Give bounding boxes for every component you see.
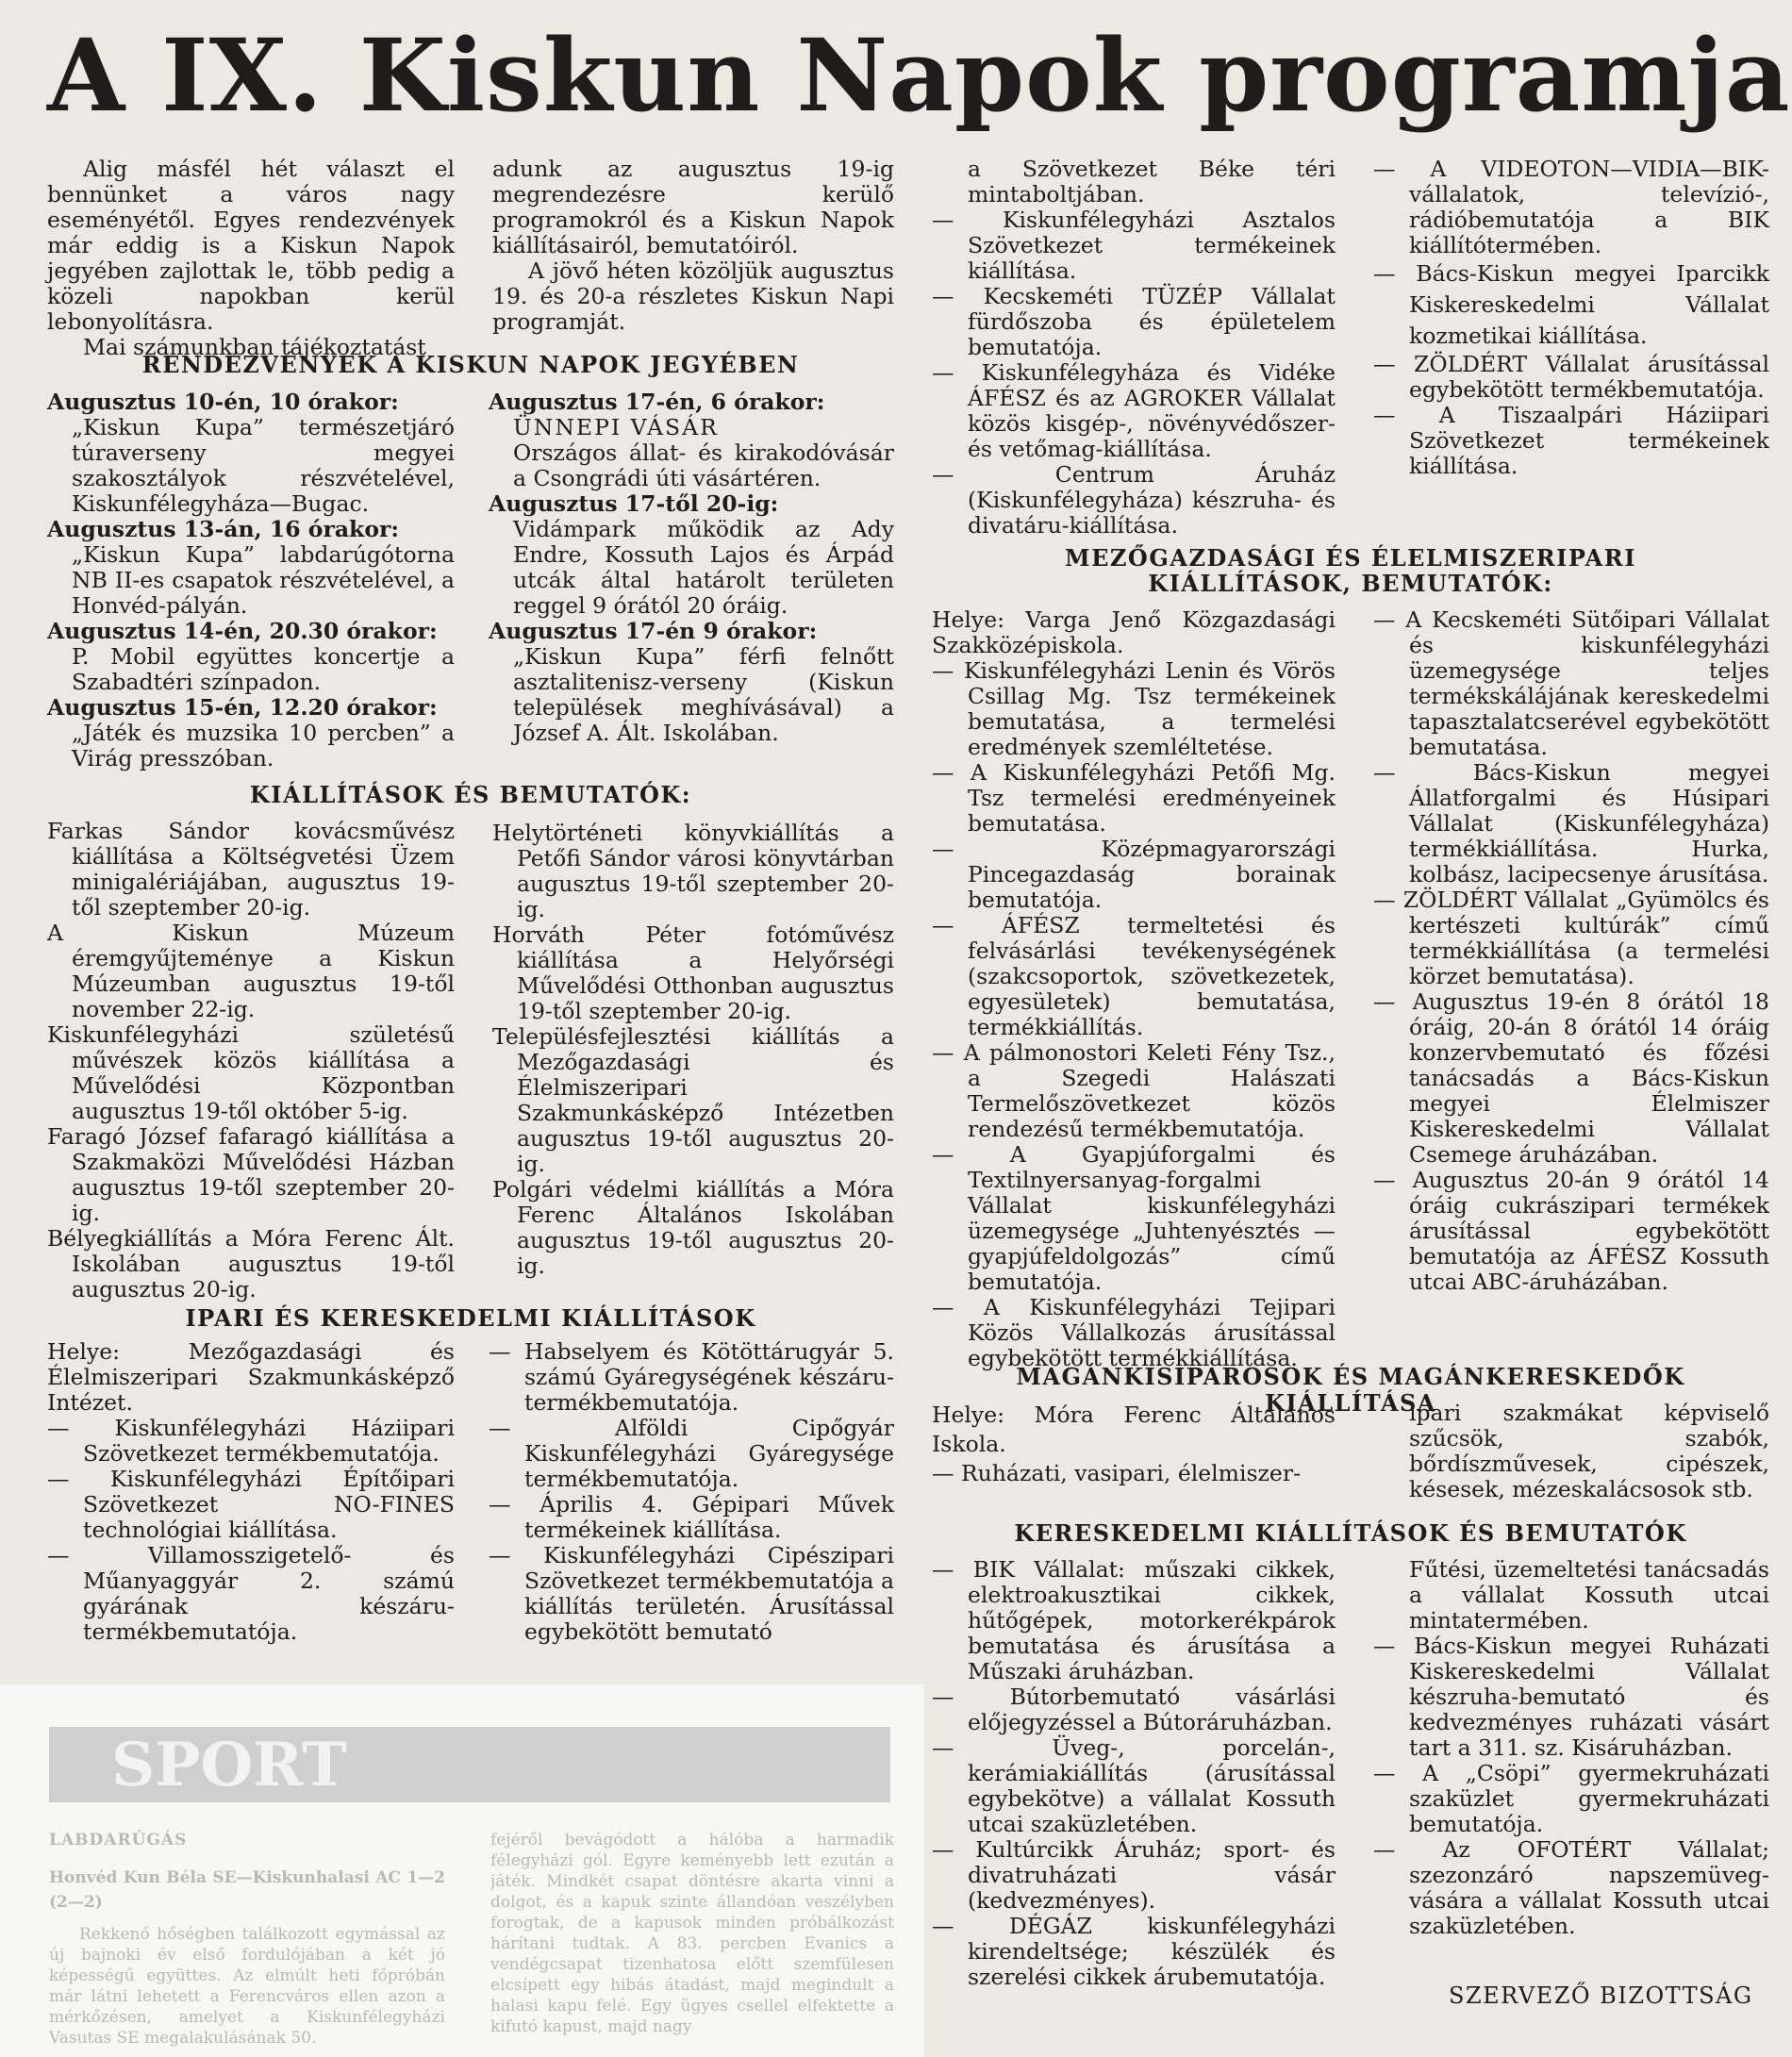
intro-paragraph: Mai számunkban tájékoztatást	[83, 334, 426, 360]
intro-paragraph: adunk az augusztus 19-ig megrendezésre kerülő programokról és a Kiskun Napok kiállításairól, bemutatóiról.	[492, 156, 894, 258]
industrial-item: — Kiskunfélegyházi Cipészipari Szövetkezet termékbemutatója a kiállítás területén. Árusítással egybekötött bemutató	[489, 1542, 894, 1645]
agri-item: — A Kecskeméti Sütőipari Vállalat és kiskunfélegyházi üzemegysége teljes termékskálájának kereskedelmi tapasztalatcserével egybekötött bemutatása.	[1373, 606, 1769, 760]
exhibit-item: Polgári védelmi kiállítás a Móra Ferenc Általános Iskolában augusztus 19-től augusztus 20-ig.	[492, 1176, 894, 1279]
agri-item: — A Kiskunfélegyházi Petőfi Mg. Tsz termelési eredményeinek bemutatása.	[932, 759, 1336, 837]
agri-item: — ÁFÉSZ termeltetési és felvásárlási tevékenységének (szakcsoportok, szövetkezetek, egyesületek) bemutatása, termékkiállítás.	[932, 912, 1336, 1040]
event-date: Augusztus 15-én, 12.20 órakor:	[47, 694, 438, 721]
magankisiparosok-right	[1409, 1401, 1769, 1502]
event-text: Vidámpark működik az Ady Endre, Kossuth Lajos és Árpád utcák által határolt területen reggel 9 órától 20 óráig.	[513, 516, 894, 619]
exhibit-item: Bélyegkiállítás a Móra Ferenc Ált. Iskolában augusztus 19-től augusztus 20-ig.	[47, 1225, 455, 1302]
exhibit-item: Horváth Péter fotóművész kiállítása a Helyőrségi Művelődési Otthonban augusztus 19-től szeptember 20-ig.	[492, 921, 894, 1024]
event-date: Augusztus 10-én, 10 órakor:	[47, 389, 399, 415]
headline: A IX. Kiskun Napok programja	[47, 16, 1791, 134]
intro-paragraph: A jövő héten közöljük augusztus 19. és 20-a részletes Kiskun Napi programját.	[492, 257, 894, 335]
agri-item: — ZÖLDÉRT Vállalat „Gyümölcs és kertészeti kultúrák” című termékkiállítása (a termelési körzet bemutatása).	[1373, 887, 1769, 989]
agri-item: — Bács-Kiskun megyei Állatforgalmi és Húsipari Vállalat (Kiskunfélegyháza) termékkiállítása. Hurka, kolbász, lacipecsenye árusítása.	[1373, 759, 1769, 887]
event-date: Augusztus 13-án, 16 órakor:	[47, 516, 400, 542]
ipari-right	[489, 1339, 894, 1645]
agri-item: — A pálmonostori Keleti Fény Tsz., a Szegedi Halászati Termelőszövetkezet közös rendezésű termékbemutatója.	[932, 1039, 1336, 1142]
events-left	[47, 390, 455, 771]
ipari-col-3	[932, 157, 1336, 539]
mezogazdasagi-right	[1373, 607, 1769, 1295]
kereskedelmi-right	[1373, 1557, 1769, 1939]
exhibit-item: Helytörténeti könyvkiállítás a Petőfi Sándor városi könyvtárban augusztus 19-től szeptember 20-ig.	[492, 820, 894, 922]
agri-item: — Augusztus 20-án 9 órától 14 óráig cukrászipari termékek árusítással egybekötött bemutatója az ÁFÉSZ Kossuth utcai ABC-áruházában.	[1373, 1167, 1769, 1295]
event-text: „Kiskun Kupa” labdarúgótorna NB II-es csapatok részvételével, a Honvéd-pályán.	[72, 541, 455, 619]
event-date: Augusztus 17-én, 6 órakor:	[489, 389, 825, 415]
sport-section-label: LABDARÚGÁS	[49, 1831, 188, 1850]
industrial-item: — Április 4. Gépipari Művek termékeinek kiállítása.	[489, 1491, 894, 1543]
heading-kiallitasok: KIÁLLÍTÁSOK ÉS BEMUTATÓK:	[249, 781, 692, 808]
kiallitasok-right	[492, 821, 894, 1279]
agri-item: — Középmagyarországi Pincegazdaság borainak bemutatója.	[932, 836, 1336, 913]
magankisiparosok-left	[932, 1401, 1336, 1488]
trade-item: Fűtési, üzemeltetési tanácsadás a vállalat Kossuth utcai mintatermében.	[1409, 1556, 1769, 1634]
industrial-item: — Kiskunfélegyházi Háziipari Szövetkezet termékbemutatója.	[47, 1415, 455, 1467]
industrial-item: — Kecskeméti TÜZÉP Vállalat fürdőszoba és épületelem bemutatója.	[932, 283, 1336, 360]
private-location: Helye: Móra Ferenc Általános Iskola.	[932, 1402, 1336, 1457]
heading-mezogazdasagi-2: KIÁLLÍTÁSOK, BEMUTATÓK:	[1148, 570, 1553, 597]
events-right	[489, 390, 894, 746]
trade-item: — Bács-Kiskun megyei Ruházati Kiskereskedelmi Vállalat készruha-bemutató és kedvezményes ruházati vásárt tart a 311. sz. Kisáruházban.	[1373, 1633, 1769, 1761]
heading-magankisiparosok: MAGÁNKISIPAROSOK ÉS MAGÁNKERESKEDŐK KIÁLLÍTÁSA	[1016, 1363, 1685, 1417]
trade-item: — Kultúrcikk Áruház; sport- és divatruházati vásár (kedvezményes).	[932, 1836, 1336, 1914]
mezogazdasagi-left	[932, 607, 1336, 1371]
sport-text-left: Rekkenő hőségben találkozott egymással az új bajnoki év első fordulójában a két jó képességű együttes. Az elmúlt heti főpróbán már látni lehetett a Ferencváros ellen azon a mérkőzésen, amelyet a Kiskunfélegyházi Vasutas SE megalakulásának 50.	[49, 1925, 445, 2048]
industrial-item: — Bács-Kiskun megyei Iparcikk Kiskereskedelmi Vállalat kozmetikai kiállítása.	[1373, 260, 1769, 349]
event-text: ÜNNEPI VÁSÁR	[513, 414, 719, 440]
kereskedelmi-left	[932, 1557, 1336, 1990]
industrial-item: a Szövetkezet Béke téri mintaboltjában.	[968, 156, 1336, 207]
heading-rendezvenyek: RENDEZVÉNYEK A KISKUN NAPOK JEGYÉBEN	[141, 351, 800, 378]
sport-match-title: Honvéd Kun Béla SE—Kiskunhalasi AC 1—2 (2—2)	[49, 1868, 445, 1912]
event-date: Augusztus 17-én 9 órakor:	[489, 618, 818, 644]
intro-paragraph: Alig másfél hét választ el bennünket a város nagy eseményétől. Egyes rendezvények már eddig is a Kiskun Napok jegyében zajlottak le, több pedig a közeli napokban kerül lebonyolításra.	[47, 156, 455, 335]
trade-item: — BIK Vállalat: műszaki cikkek, elektroakusztikai cikkek, hűtőgépek, motorkerékpárok bemutatása és árusítása a Műszaki áruházban.	[932, 1556, 1336, 1684]
exhibit-item: Faragó József fafaragó kiállítása a Szakmaközi Művelődési Házban augusztus 19-től szeptember 20-ig.	[47, 1123, 455, 1226]
exhibit-item: A Kiskun Múzeum éremgyűjteménye a Kiskun Múzeumban augusztus 19-től november 22-ig.	[47, 920, 455, 1022]
trade-item: — DÉGÁZ kiskunfélegyházi kirendeltsége; készülék és szerelési cikkek árubemutatója.	[932, 1913, 1336, 1990]
sport-title: SPORT	[111, 1730, 347, 1800]
trade-item: — A „Csöpi” gyermekruházati szaküzlet gyermekruházati bemutatója.	[1373, 1760, 1769, 1837]
agri-item: — A Kiskunfélegyházi Tejipari Közös Vállalkozás árusítással egybekötött termékkiállítása.	[932, 1294, 1336, 1371]
industrial-item: — Kiskunfélegyházi Építőipari Szövetkezet NO-FINES technológiai kiállítása.	[47, 1466, 455, 1543]
event-text: „Játék és muzsika 10 percben” a Virág presszóban.	[72, 720, 455, 771]
heading-ipari: IPARI ÉS KERESKEDELMI KIÁLLÍTÁSOK	[185, 1304, 756, 1332]
industrial-item: — Kiskunfélegyháza és Vidéke ÁFÉSZ és az AGROKER Vállalat közös kisgép-, növényvédőszer- és vetőmag-kiállítása.	[932, 359, 1336, 462]
heading-mezogazdasagi: MEZŐGAZDASÁGI ÉS ÉLELMISZERIPARI	[1065, 544, 1636, 572]
ipari-left	[47, 1339, 455, 1645]
industrial-item: — Centrum Áruház (Kiskunfélegyháza) készruha- és divatáru-kiállítása.	[932, 461, 1336, 539]
signature: SZERVEZŐ BIZOTTSÁG	[1449, 1982, 1753, 2009]
agri-item: — Augusztus 19-én 8 órától 18 óráig, 20-án 8 órától 14 óráig konzervbemutató és főzési tanácsadás a Bács-Kiskun megyei Élelmiszer Kiskereskedelmi Vállalat Csemege áruházában.	[1373, 988, 1769, 1168]
intro-col-1	[47, 157, 455, 360]
event-date: Augusztus 17-től 20-ig:	[489, 490, 779, 517]
kiallitasok-left	[47, 819, 455, 1302]
event-text: „Kiskun Kupa” férfi felnőtt asztalitenisz-verseny (Kiskun települések meghívásával) a József A. Ált. Iskolában.	[513, 643, 894, 746]
industrial-location: Helye: Mezőgazdasági és Élelmiszeripari Szakmunkásképző Intézet.	[47, 1338, 455, 1416]
industrial-item: — Alföldi Cipőgyár Kiskunfélegyházi Gyáregysége termékbemutatója.	[489, 1415, 894, 1492]
industrial-item: — Habselyem és Kötöttárugyár 5. számú Gyáregységének készáru-termékbemutatója.	[489, 1338, 894, 1416]
event-date: Augusztus 14-én, 20.30 órakor:	[47, 618, 438, 644]
industrial-item: — ZÖLDÉRT Vállalat árusítással egybekötött termékbemutatója.	[1373, 351, 1769, 403]
industrial-item: — A Tiszaalpári Háziipari Szövetkezet termékeinek kiállítása.	[1373, 402, 1769, 479]
event-text: P. Mobil együttes koncertje a Szabadtéri színpadon.	[72, 643, 455, 695]
trade-item: — Bútorbemutató vásárlási előjegyzéssel a Bútoráruházban.	[932, 1684, 1336, 1735]
event-text: Országos állat- és kirakodóvásár a Csongrádi úti vásártéren.	[513, 440, 894, 491]
ipari-col-4	[1373, 157, 1769, 479]
sport-text-right: fejéről bevágódott a hálóba a harmadik félegyházi gól. Egyre keményebb lett ezután a játék. Mindkét csapat döntésre akarta vinni a dolgot, és a kapuk szinte állandóan veszélyben forogtak, de a kapusok minden próbálkozást hárítani tudtak. A 83. percben Evanics a vendégcsapat tizenhatosa előtt szemfülesen elcsípett egy hibás átadást, majd megindult a halasi kapu felé. Egy ügyes csellel elfektette a kifutó kapust, majd nagy	[490, 1831, 894, 2036]
event-text: „Kiskun Kupa” természetjáró túraverseny megyei szakosztályok részvételével, Kiskunfélegyháza—Bugac.	[72, 414, 455, 517]
industrial-item: — Villamosszigetelő- és Műanyaggyár 2. számú gyárának készáru-termékbemutatója.	[47, 1542, 455, 1645]
private-item: — Ruházati, vasipari, élelmiszer-	[932, 1460, 1302, 1486]
private-item: ipari szakmákat képviselő szűcsök, szabók, bőrdíszművesek, cipészek, késesek, mézeskalácsosok stb.	[1409, 1400, 1769, 1502]
agri-location: Helye: Varga Jenő Közgazdasági Szakközépiskola.	[932, 606, 1336, 658]
heading-kereskedelmi: KERESKEDELMI KIÁLLÍTÁSOK ÉS BEMUTATÓK	[1014, 1519, 1687, 1547]
industrial-item: — A VIDEOTON—VIDIA—BIK-vállalatok, televízió-, rádióbemutatója a BIK kiállítótermében.	[1373, 156, 1769, 258]
exhibit-item: Farkas Sándor kovácsművész kiállítása a Költségvetési Üzem minigalériájában, augusztus 19-től szeptember 20-ig.	[47, 818, 455, 921]
trade-item: — Az OFOTÉRT Vállalat; szezonzáró napszemüveg-vására a vállalat Kossuth utcai szaküzletében.	[1373, 1836, 1769, 1939]
trade-item: — Üveg-, porcelán-, kerámiakiállítás (árusítással egybekötve) a vállalat Kossuth utcai szaküzletében.	[932, 1734, 1336, 1837]
agri-item: — Kiskunfélegyházi Lenin és Vörös Csillag Mg. Tsz termékeinek bemutatása, a termelési eredmények szemléltetése.	[932, 657, 1336, 760]
exhibit-item: Településfejlesztési kiállítás a Mezőgazdasági és Élelmiszeripari Szakmunkásképző Intézetben augusztus 19-től augusztus 20-ig.	[492, 1023, 894, 1177]
industrial-item: — Kiskunfélegyházi Asztalos Szövetkezet termékeinek kiállítása.	[932, 207, 1336, 284]
intro-col-2	[492, 157, 894, 335]
exhibit-item: Kiskunfélegyházi születésű művészek közös kiállítása a Művelődési Központban augusztus 19-től október 5-ig.	[47, 1021, 455, 1124]
agri-item: — A Gyapjúforgalmi és Textilnyersanyag-forgalmi Vállalat kiskunfélegyházi üzemegysége „Juhtenyésztés — gyapjúfeldolgozás” című bemutatója.	[932, 1141, 1336, 1295]
